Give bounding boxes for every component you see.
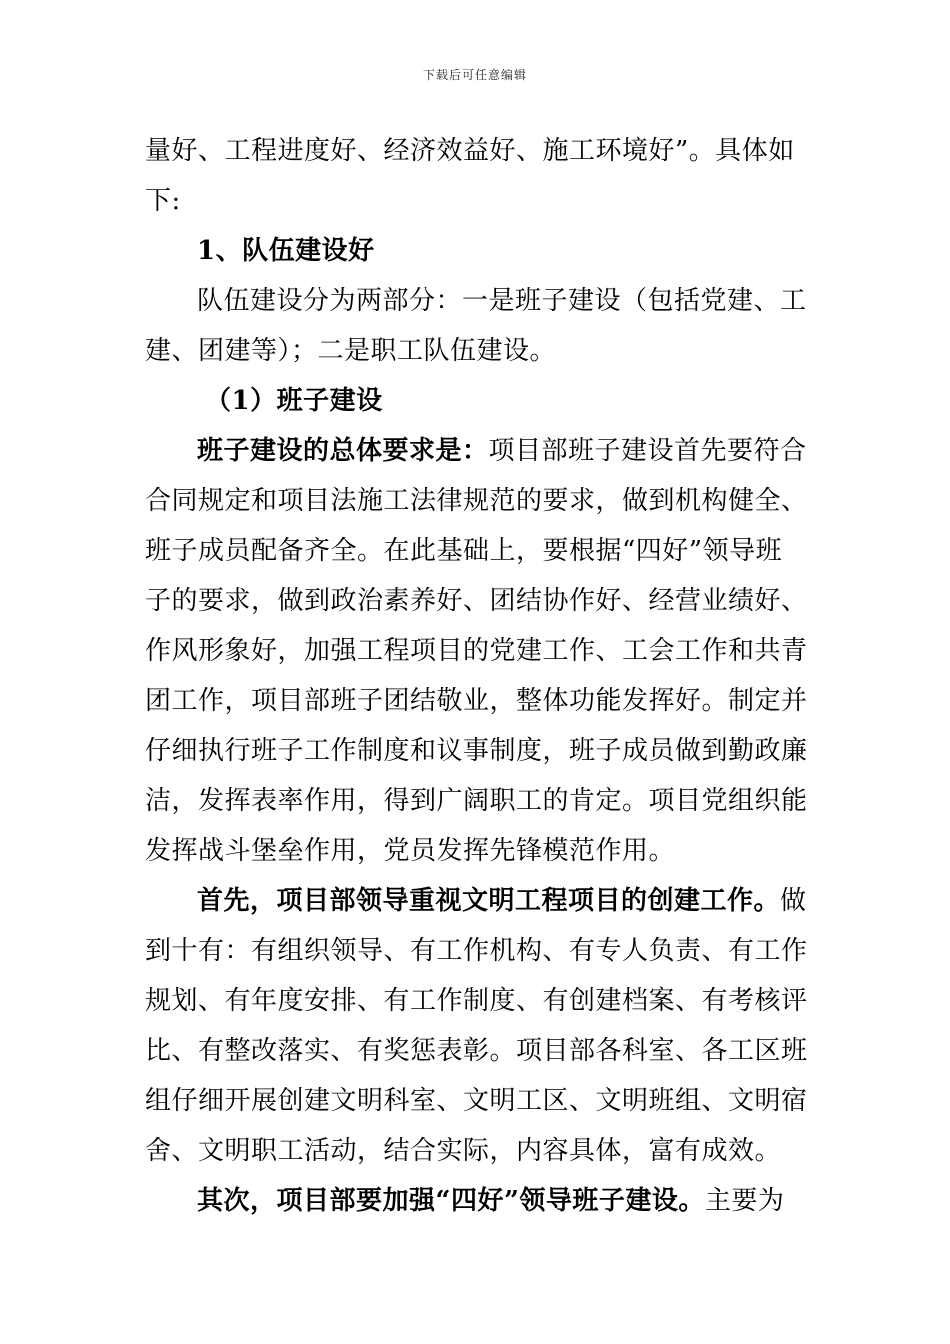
section-heading: 1、队伍建设好 [197, 236, 375, 266]
paragraph-line: 下: [145, 186, 181, 216]
bold-lead: 班子建设的总体要求是： [197, 436, 489, 466]
paragraph-line [145, 426, 810, 476]
paragraph-line: 子的要求，做到政治素养好、团结协作好、经营业绩好、 [145, 586, 808, 616]
paragraph-line: 班子成员配备齐全。在此基础上，要根据“四好”领导班 [145, 536, 783, 566]
paragraph-line: 量好、工程进度好、经济效益好、施工环境好”。具体如 [145, 136, 795, 166]
paragraph-line: 建、团建等）；二是职工队伍建设。 [145, 336, 557, 366]
paragraph-line: 队伍建设分为两部分：一是班子建设（包括党建、工 [197, 286, 807, 316]
line-text: 做 [780, 886, 807, 916]
page-header-note: 下载后可任意编辑 [422, 68, 527, 82]
line-text: 项目部班子建设首先要符合 [488, 436, 807, 466]
paragraph-line: 发挥战斗堡垒作用，党员发挥先锋模范作用。 [145, 836, 676, 866]
subsection-heading: （1）班子建设 [205, 386, 383, 416]
paragraph-line: 到十有：有组织领导、有工作机构、有专人负责、有工作 [145, 936, 808, 966]
paragraph-line: 合同规定和项目法施工法律规范的要求，做到机构健全、 [145, 486, 808, 516]
paragraph-line: 仔细执行班子工作制度和议事制度，班子成员做到勤政廉 [145, 736, 808, 766]
paragraph-line: 组仔细开展创建文明科室、文明工区、文明班组、文明宿 [145, 1086, 808, 1116]
paragraph-line: 作风形象好，加强工程项目的党建工作、工会工作和共青 [145, 636, 808, 666]
paragraph-line [145, 876, 810, 926]
paragraph-line: 舍、文明职工活动，结合实际，内容具体，富有成效。 [145, 1136, 782, 1166]
bold-lead: 其次，项目部要加强“四好”领导班子建设。 [197, 1186, 705, 1216]
paragraph-line: 团工作，项目部班子团结敬业，整体功能发挥好。制定并 [145, 686, 808, 716]
paragraph-line: 比、有整改落实、有奖惩表彰。项目部各科室、各工区班 [145, 1036, 808, 1066]
line-text: 主要为 [704, 1186, 785, 1216]
document-body [145, 126, 810, 1226]
bold-lead: 首先，项目部领导重视文明工程项目的创建工作。 [197, 886, 781, 916]
paragraph-line [145, 1176, 810, 1226]
paragraph-line: 规划、有年度安排、有工作制度、有创建档案、有考核评 [145, 986, 808, 1016]
paragraph-line: 洁，发挥表率作用，得到广阔职工的肯定。项目党组织能 [145, 786, 808, 816]
